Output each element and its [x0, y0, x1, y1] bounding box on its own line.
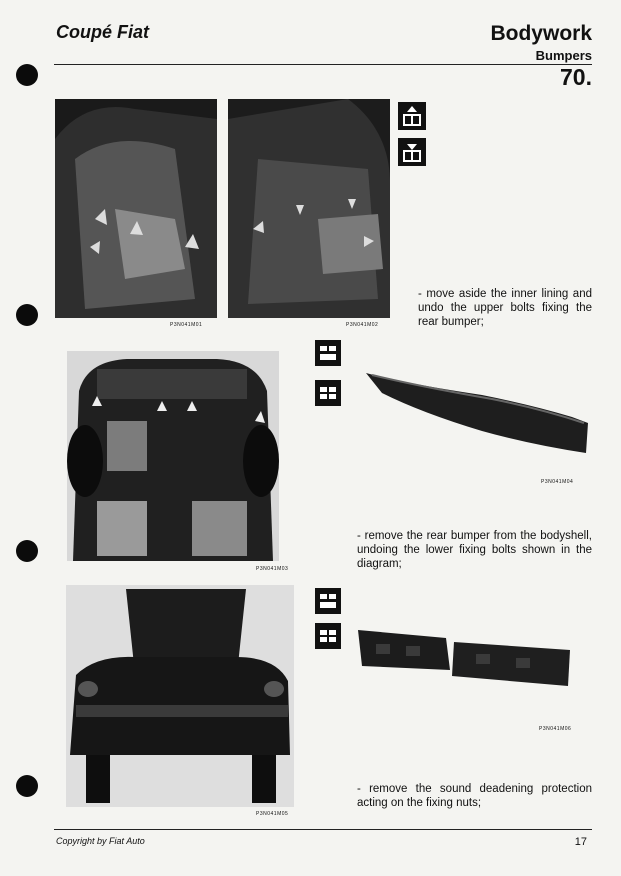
- assembly-icon: [315, 340, 341, 366]
- grid-panel-icon: [315, 380, 341, 406]
- instruction-step: - remove the rear bumper from the bodyshell, undoing the lower fixing bolts shown in the diagram;: [357, 530, 592, 570]
- remove-panel-up-icon: [398, 102, 426, 130]
- figure-caption: P3N041M03: [256, 566, 289, 572]
- page-number: 17: [574, 836, 587, 848]
- figure-caption: P3N041M04: [541, 479, 574, 485]
- binder-hole: [16, 540, 38, 562]
- instruction-step: - move aside the inner lining and undo the upper bolts fixing the rear bumper;: [418, 288, 592, 328]
- figure-caption: P3N041M02: [346, 322, 379, 328]
- subsection-title: Bumpers: [535, 48, 592, 63]
- section-number: 70.: [560, 64, 592, 90]
- binder-hole: [16, 64, 38, 86]
- rear-bumper-photo: [362, 365, 592, 465]
- section-title: Bodywork: [490, 22, 592, 45]
- car-rear-photo: [66, 585, 294, 807]
- copyright-text: Copyright by Fiat Auto: [56, 836, 145, 846]
- footer-rule: [54, 829, 592, 830]
- instruction-step: - remove the sound deadening protection acting on the fixing nuts;: [357, 783, 592, 809]
- figure-caption: P3N041M06: [539, 726, 572, 732]
- binder-hole: [16, 775, 38, 797]
- assembly-icon: [315, 588, 341, 614]
- engine-bay-photo-left: [55, 99, 217, 318]
- binder-hole: [16, 304, 38, 326]
- header-rule: [54, 64, 592, 65]
- grid-panel-icon: [315, 623, 341, 649]
- engine-bay-photo-right: [228, 99, 390, 318]
- car-underside-photo: [67, 351, 279, 561]
- figure-caption: P3N041M01: [170, 322, 203, 328]
- brand-title: Coupé Fiat: [56, 22, 149, 42]
- figure-caption: P3N041M05: [256, 811, 289, 817]
- sound-deadening-photo: [356, 620, 574, 690]
- remove-panel-down-icon: [398, 138, 426, 166]
